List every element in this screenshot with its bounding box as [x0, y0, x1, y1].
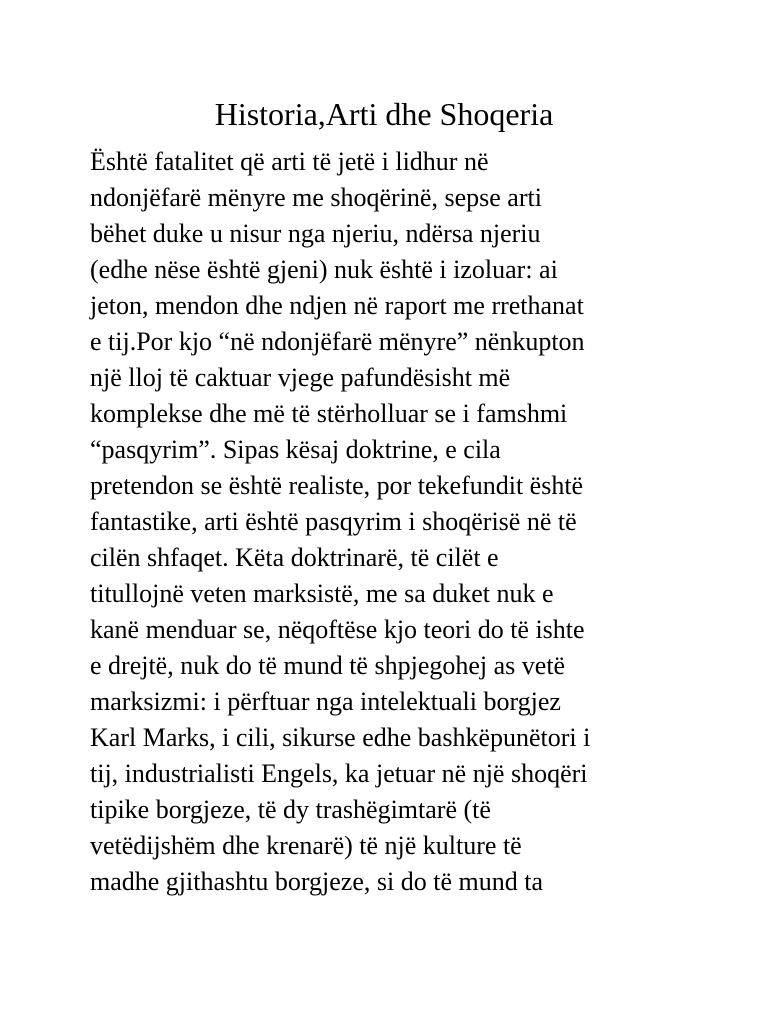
text-line: marksizmi: i përftuar nga intelektuali borgjez	[90, 687, 561, 716]
text-line: kanë menduar se, nëqoftëse kjo teori do të ishte	[90, 615, 585, 644]
text-line: Karl Marks, i cili, sikurse edhe bashkëpunëtori i	[90, 723, 591, 752]
text-line: vetëdijshëm dhe krenarë) të një kulture të	[90, 831, 522, 860]
body-paragraph	[90, 144, 710, 900]
text-line: cilën shfaqet. Këta doktrinarë, të cilët e	[90, 543, 499, 572]
text-line: Është fatalitet që arti të jetë i lidhur në	[90, 147, 489, 176]
text-line: jeton, mendon dhe ndjen në raport me rrethanat	[90, 291, 584, 320]
text-line: komplekse dhe më të stërholluar se i famshmi	[90, 399, 568, 428]
text-line: ndonjëfarë mënyre me shoqërinë, sepse arti	[90, 183, 542, 212]
text-line: e tij.Por kjo “në ndonjëfarë mënyre” nënkupton	[90, 327, 585, 356]
text-line: (edhe nëse është gjeni) nuk është i izoluar: ai	[90, 255, 558, 284]
text-line: madhe gjithashtu borgjeze, si do të mund ta	[90, 867, 543, 896]
page-title: Historia,Arti dhe Shoqeria	[214, 96, 554, 132]
text-line: tipike borgjeze, të dy trashëgimtarë (të	[90, 795, 491, 824]
text-line: titullojnë veten marksistë, me sa duket nuk e	[90, 579, 554, 608]
text-line: një lloj të caktuar vjege pafundësisht më	[90, 363, 511, 392]
text-line: fantastike, arti është pasqyrim i shoqërisë në të	[90, 507, 577, 536]
text-line: tij, industrialisti Engels, ka jetuar në një shoqëri	[90, 759, 588, 788]
text-line: e drejtë, nuk do të mund të shpjegohej as vetë	[90, 651, 566, 680]
text-line: pretendon se është realiste, por tekefundit është	[90, 471, 584, 500]
text-line: bëhet duke u nisur nga njeriu, ndërsa njeriu	[90, 219, 541, 248]
text-line: “pasqyrim”. Sipas kësaj doktrine, e cila	[90, 435, 501, 464]
